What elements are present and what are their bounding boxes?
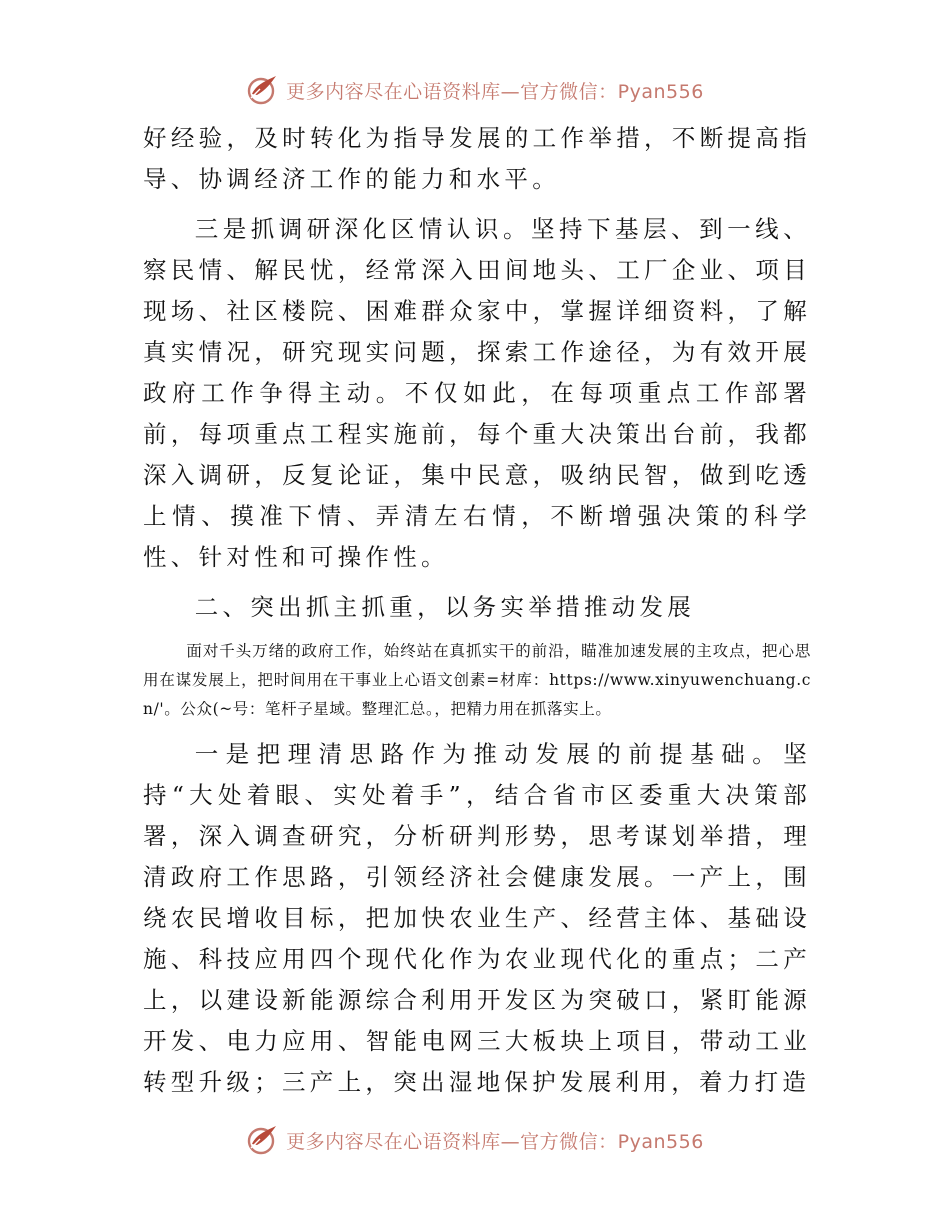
header-watermark-banner <box>0 70 950 110</box>
paragraph-continued: 好经验，及时转化为指导发展的工作举措，不断提高指导、协调经济工作的能力和水平。 <box>143 124 811 193</box>
paragraph-small-note: 面对千头万绪的政府工作，始终站在真抓实干的前沿，瞄准加速发展的主攻点，把心思用在谋发展上，把时间用在干事业上心语文创素=材库：https://www.xinyuwenchuang.cn/'。公众(~号：笔杆子星域。整理汇总。，把精力用在抓落实上。 <box>143 642 811 718</box>
section-heading: 二、突出抓主抓重，以务实举措推动发展 <box>194 593 696 621</box>
watermark-text: 更多内容尽在心语资料库—官方微信：Pyan556 <box>286 1130 704 1153</box>
feather-logo-icon <box>246 1123 280 1157</box>
paragraph-research: 三是抓调研深化区情认识。坚持下基层、到一线、察民情、解民忧，经常深入田间地头、工厂企业、项目现场、社区楼院、困难群众家中，掌握详细资料，了解真实情况，研究现实问题，探索工作途径，为有效开展政府工作争得主动。不仅如此，在每项重点工作部署前，每项重点工程实施前，每个重大决策出台前，我都深入调研，反复论证，集中民意，吸纳民智，做到吃透上情、摸准下情、弄清左右情，不断增强决策的科学性、针对性和可操作性。 <box>143 215 811 571</box>
document-body <box>143 118 811 1103</box>
footer-watermark-banner <box>0 1120 950 1160</box>
paragraph-strategy: 一是把理清思路作为推动发展的前提基础。坚持“大处着眼、实处着手”，结合省市区委重大决策部署，深入调查研究，分析研判形势，思考谋划举措，理清政府工作思路，引领经济社会健康发展。一产上，围绕农民增收目标，把加快农业生产、经营主体、基础设施、科技应用四个现代化作为农业现代化的重点；二产上，以建设新能源综合利用开发区为突破口，紧盯能源开发、电力应用、智能电网三大板块上项目，带动工业转型升级；三产上，突出湿地保护发展利用，着力打造 <box>143 740 811 1096</box>
feather-logo-icon <box>246 73 280 107</box>
watermark-text: 更多内容尽在心语资料库—官方微信：Pyan556 <box>286 80 704 103</box>
